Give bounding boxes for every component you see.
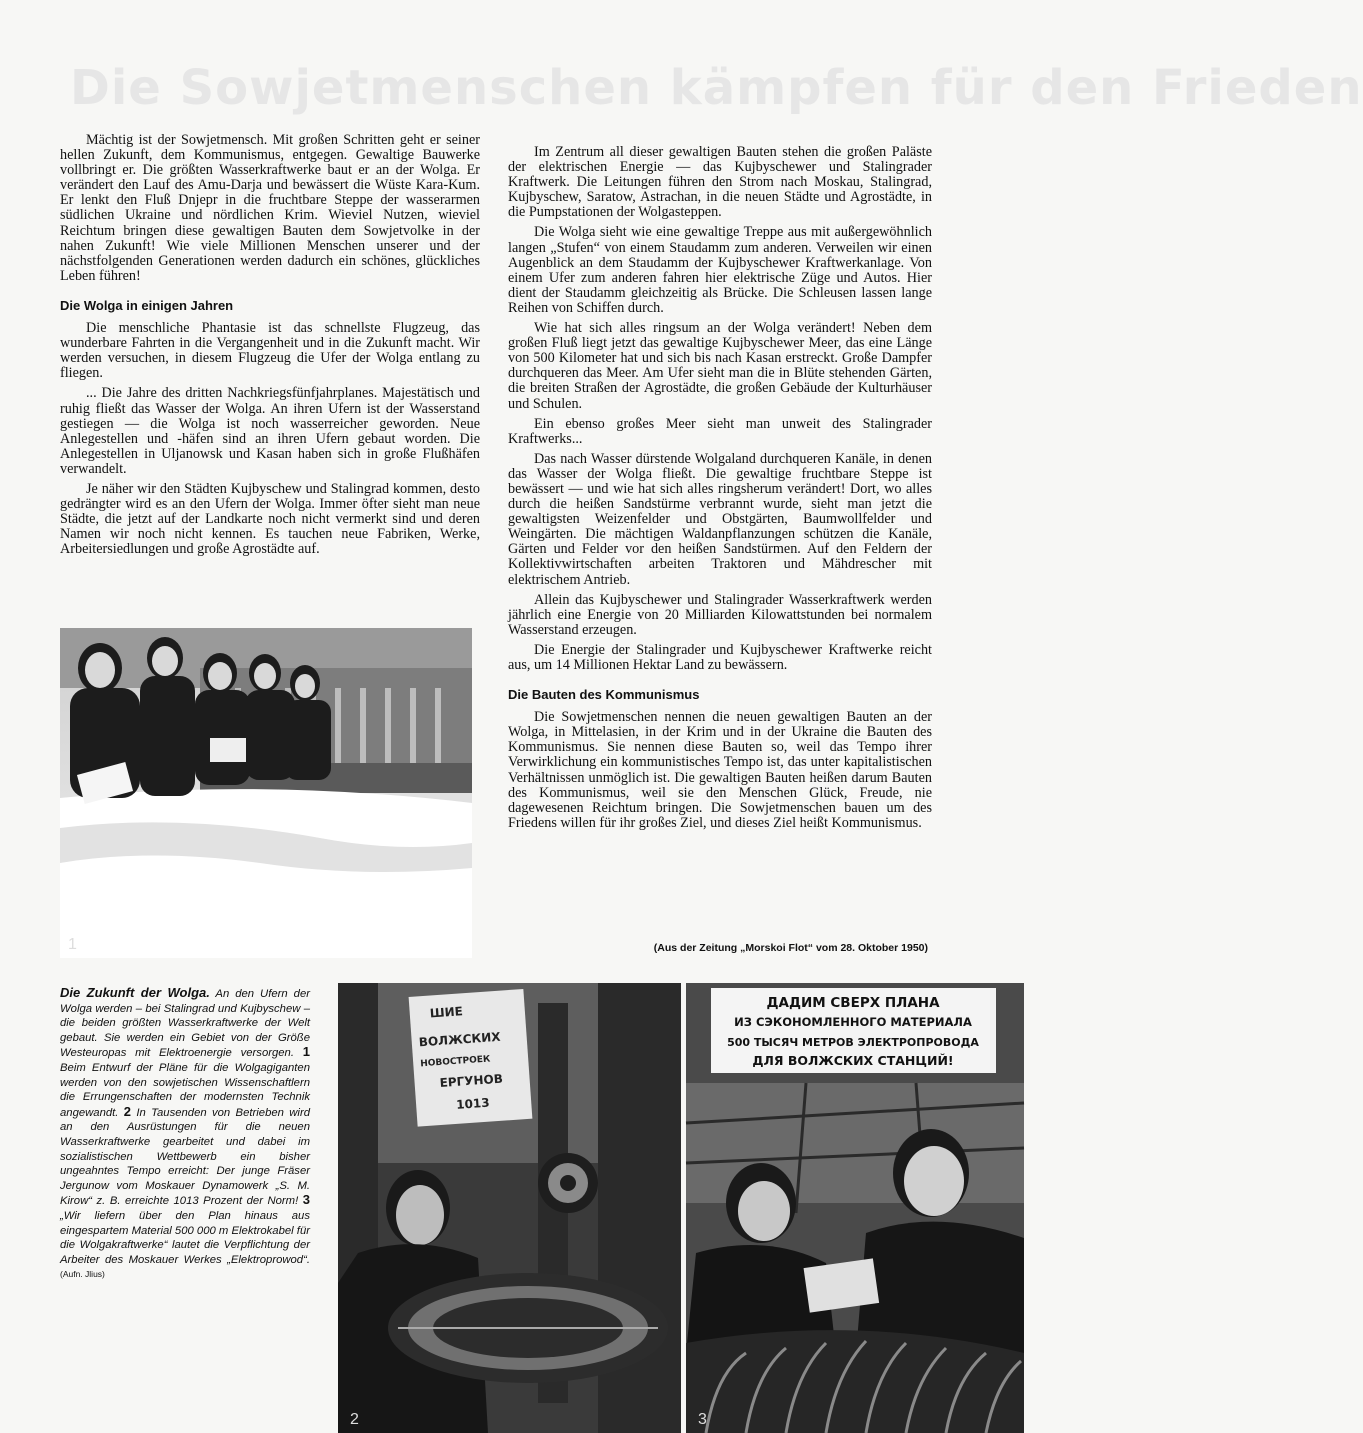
banner-line: 500 ТЫСЯЧ МЕТРОВ ЭЛЕКТРОПРОВОДА [727,1036,979,1049]
caption-number: 1 [302,1044,310,1060]
right-column [508,145,932,836]
intro-paragraph: Mächtig ist der Sowjetmensch. Mit großen Schritten geht er seiner hellen Zukunft, dem Kommunismus, entgegen. Gewaltige Bauwerke vollbringt er. Die größten Wasserkraftwerke baut er an der Wolga. Er verändert den Lauf des Amu-Darja und bewässert die Wüste Kara-Kum. Er lenkt den Fluß Dnjepr in die fruchtbare Steppe der wasserarmen südlichen Ukraine und nördlichen Krim. Wieviel Nutzen, wieviel Reichtum bringen diese gewaltigen Bauten dem Sowjetvolke in der nahen Zukunft! Wie viele Millionen Menschen unserer und der nächstfolgenden Generationen werden dadurch ein schönes, glückliches Leben führen! [60,132,480,284]
paragraph: Die Wolga sieht wie eine gewaltige Treppe aus mit außergewöhnlich langen „Stufen“ von einem Staudamm zum anderen. Verweilen wir einen Augenblick an dem Staudamm der Kujbyschewer Kraftwerkanlage. Von einem Ufer zum anderen fahren hier elektrische Züge und Autos. Hier dient der Staudamm gleichzeitig als Brücke. Die Schleusen lassen lange Reihen von Schiffen durch. [508,224,932,316]
paragraph: Je näher wir den Städten Kujbyschew und Stalingrad kommen, desto gedrängter wird es an den Ufern der Wolga. Immer öfter sieht man neue Städte, die jetzt auf der Landkarte noch nicht vermerkt sind und deren Namen wir noch nicht kennen. Es tauchen neue Fabriken, Werke, Arbeitersiedlungen und große Agrostädte auf. [60,480,480,558]
paragraph: Die menschliche Phantasie ist das schnellste Flugzeug, das wunderbare Fahrten in die Vergangenheit und in die Zukunft macht. Wir werden versuchen, in diesem Flugzeug die Ufer der Wolga entlang zu fliegen. [60,320,480,382]
paragraph: Wie hat sich alles ringsum an der Wolga verändert! Neben dem großen Fluß liegt jetzt das gewaltige Kujbyschewer Meer, das eine Länge von 500 Kilometer hat und sich bis nach Kasan erstreckt. Große Dampfer durchqueren das Meer. Am Ufer sieht man die in Blüte stehenden Gärten, die breiten Straßen der Agrostädte, die großen Gebäude der Kulturhäuser und Schulen. [508,320,932,412]
sign-line: ШИЕ [429,1004,464,1021]
caption-number: 3 [302,1192,310,1208]
photo-number: 2 [350,1411,359,1428]
section-heading-kommunismus: Die Bauten des Kommunismus [508,687,700,703]
section-heading-wolga: Die Wolga in einigen Jahren [60,297,234,313]
photo-number: 1 [68,936,77,953]
photo-credit: (Aufn. Jlius) [60,1269,105,1280]
page-title: Die Sowjetmenschen kämpfen für den Frieden [70,60,1363,116]
photo-number: 3 [698,1411,707,1428]
sign-line: 1013 [455,1095,491,1112]
sign-line: ЕРГУНОВ [439,1071,504,1091]
paragraph: Die Sowjetmenschen nennen die neuen gewaltigen Bauten an der Wolga, in Mittelasien, in der Krim und in der Ukraine die Bauten des Kommunismus. Sie nennen diese Bauten so, weil das Tempo ihrer Verwirklichung ein kommunistisches Tempo ist, das unter kapitalistischen Verhältnissen unmöglich ist. Die gewaltigen Bauten heißen darum Bauten des Kommunismus, weil sie den Menschen Glück, Freude, nie dagewesenen Reichtum bringen. Die Sowjetmenschen bauen um des Friedens willen für ihr großes Ziel, und dieses Ziel heißt Kommunismus. [508,709,932,831]
sign-line: ВОЛЖСКИХ [418,1029,502,1050]
photo-caption [60,986,310,1282]
caption-text: „Wir liefern über den Plan hinaus aus eingespartem Material 500 000 m Elektrokabel für die Wolgakraftwerke“ lautet die Verpflichtung der Arbeiter des Moskauer Werkes „Elektroprowod“. [60,1209,310,1266]
paragraph: Ein ebenso großes Meer sieht man unweit des Stalingrader Kraftwerks... [508,415,932,447]
caption-text: Beim Entwurf der Pläne für die Wolgagiganten werden von den sowjetischen Wissenschaftlern die Errungenschaften der modernsten Technik angewandt. [60,1061,310,1119]
paragraph: Im Zentrum all dieser gewaltigen Bauten stehen die großen Paläste der elektrischen Energie — das Kujbyschewer und Stalingrader Kraftwerk. Die Leitungen führen den Strom nach Moskau, Stalingrad, Kujbyschew, Saratow, Astrachan, in die neuen Städte und Agrostädte, in die Pumpstationen der Wolgasteppen. [508,144,932,221]
paragraph: Allein das Kujbyschewer und Stalingrader Wasserkraftwerk werden jährlich eine Energie von 20 Milliarden Kilowattstunden bei normalem Wasserstand erzeugen. [508,591,932,638]
caption-text: An den Ufern der Wolga werden – bei Stalingrad und Kujbyschew – die beiden größten Wasserkraftwerke der Welt gebaut. Sie werden ein Gebiet von der Größe Westeuropas mit Elektroenergie versorgen. [60,988,310,1060]
source-citation: (Aus der Zeitung „Morskoi Flot“ vom 28. Oktober 1950) [653,942,928,954]
paragraph: Die Energie der Stalingrader und Kujbyschewer Kraftwerke reicht aus, um 14 Millionen Hektar Land zu bewässern. [508,641,932,673]
paragraph: ... Die Jahre des dritten Nachkriegsfünfjahrplanes. Majestätisch und ruhig fließt das Wasser der Wolga. An ihren Ufern ist der Wasserstand gestiegen — die Wolga ist noch wasserreicher geworden. Neue Anlegestellen und -häfen sind an ihren Ufern gebaut worden. Die Anlegestellen in Uljanowsk und Kasan haben sich in große Flußhäfen verwandelt. [60,385,480,477]
banner-line: ДАДИМ СВЕРХ ПЛАНА [766,995,940,1011]
banner-line: ИЗ СЭКОНОМЛЕННОГО МАТЕРИАЛА [734,1015,972,1029]
caption-number: 2 [123,1103,132,1119]
banner-line: ДЛЯ ВОЛЖСКИХ СТАНЦИЙ! [752,1053,954,1068]
paragraph: Das nach Wasser dürstende Wolgaland durchqueren Kanäle, in denen das Wasser der Wolga fließt. Die gewaltige fruchtbare Steppe ist bewässert — und wie hat sich alles ringsherum verändert! Dort, wo alles durch die heißen Sandstürme verbrannt wurde, sieht man jetzt die gewaltigsten Weizenfelder und Obstgärten, Baumwollfelder und Weingärten. Die mächtigen Waldanpflanzungen schützen die Kanäle, Gärten und Felder vor den heißen Sandstürmen. Auf den Feldern der Kollektivwirtschaften arbeiten Traktoren und Mähdrescher mit elektrischem Antrieb. [508,450,932,588]
photo-engineers [60,628,472,958]
caption-title: Die Zukunft der Wolga. [60,985,210,1000]
left-column [60,133,480,562]
caption-text: In Tausenden von Betrieben wird an den Ausrüstungen für die neuen Wasserkraftwerke gearbeitet und dabei im sozialistischen Wettbewerb ein bisher ungeahntes Tempo erreicht: Der junge Fräser Jergunow vom Moskauer Dynamowerk „S. M. Kirow“ z. B. erreichte 1013 Prozent der Norm! [60,1106,310,1208]
sign-line: НОВОСТРОЕК [419,1054,491,1070]
photo-milling-worker [338,983,681,1433]
photo-cable-workers [686,983,1024,1433]
